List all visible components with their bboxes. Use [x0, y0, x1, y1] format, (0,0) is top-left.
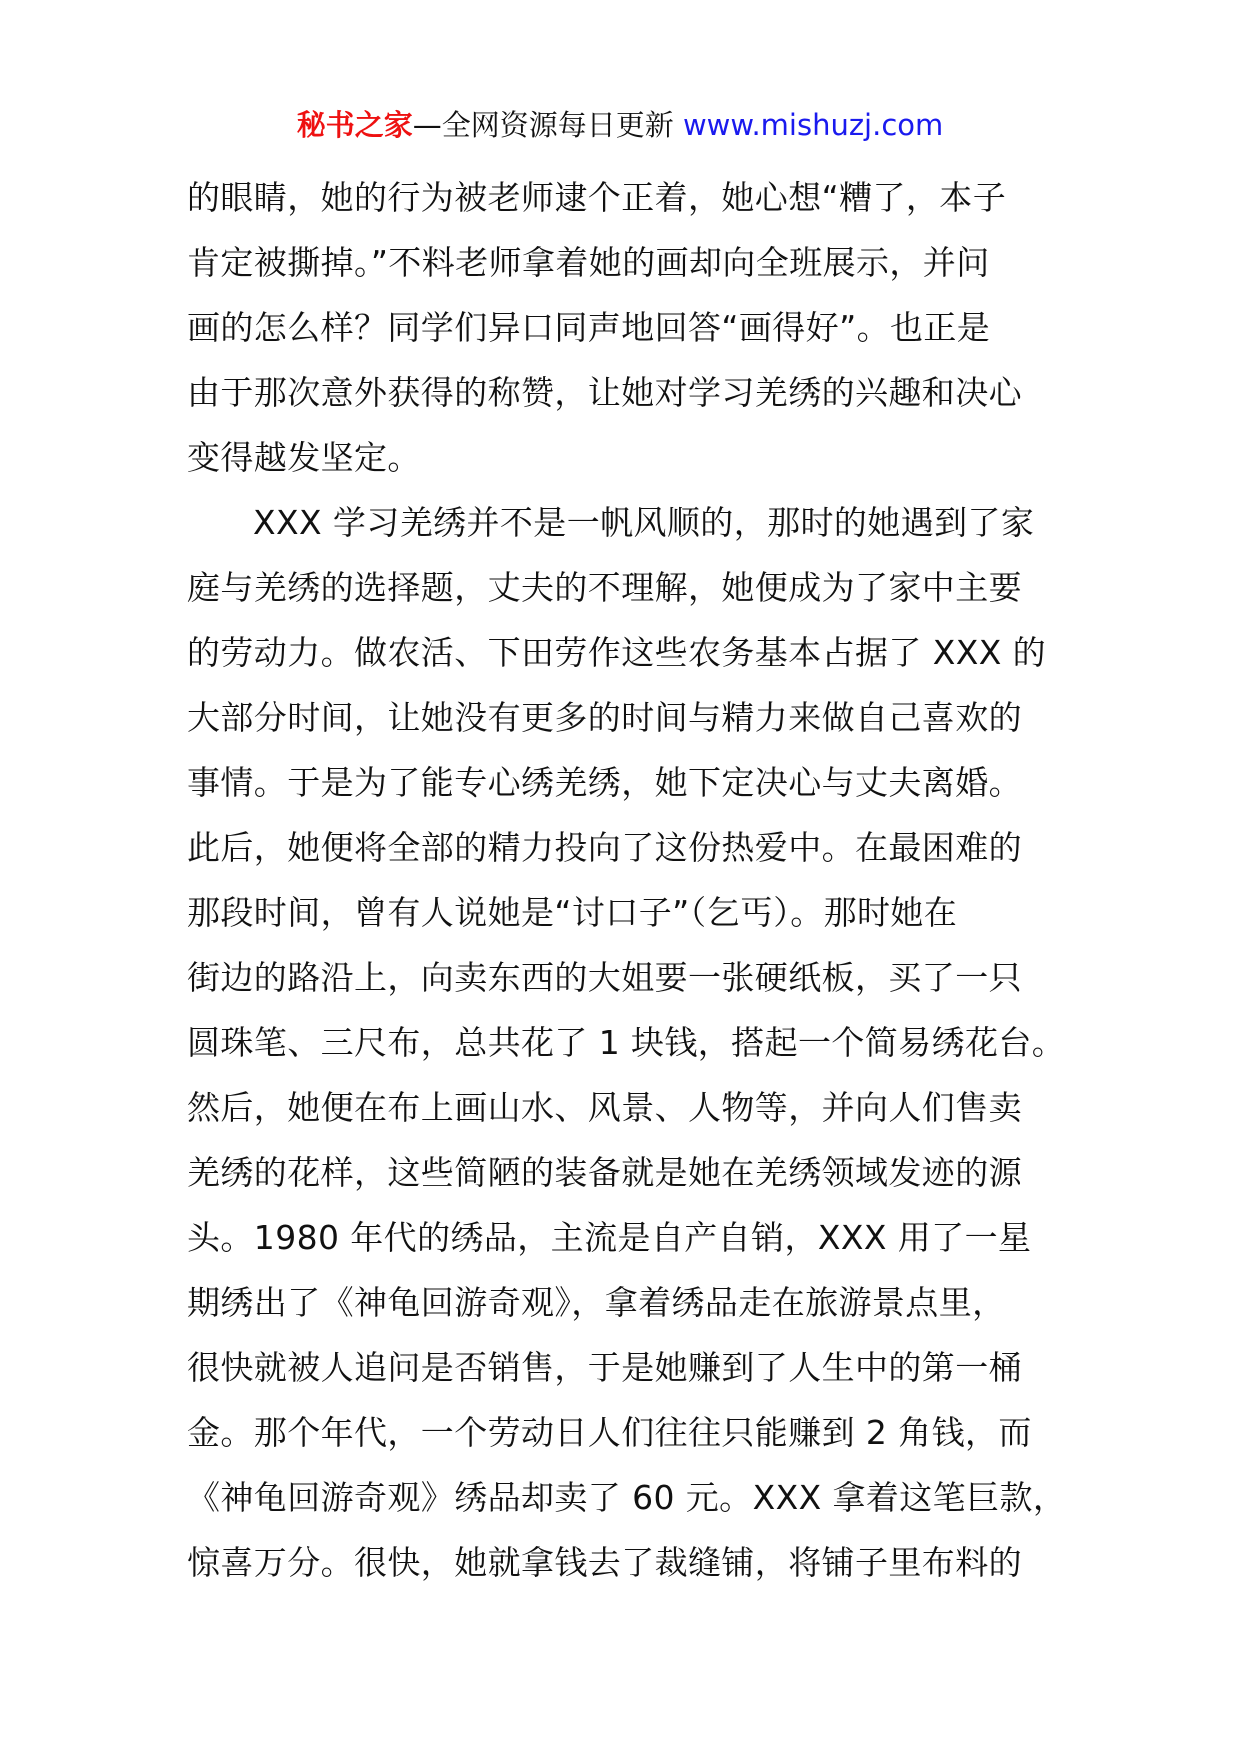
text-line: 事情。于是为了能专心绣羌绣，她下定决心与丈夫离婚。: [187, 763, 1022, 802]
text-line: 金。那个年代，一个劳动日人们往往只能赚到 2 角钱，而: [187, 1413, 1032, 1452]
header-brand: 秘书之家: [296, 108, 413, 142]
text-line: 肯定被撕掉。”不料老师拿着她的画却向全班展示，并问: [187, 243, 990, 282]
text-line: 期绣出了《神龟回游奇观》，拿着绣品走在旅游景点里，: [187, 1283, 1006, 1322]
text-line: 头。1980 年代的绣品，主流是自产自销，XXX 用了一星: [187, 1218, 1032, 1257]
text-line: 街边的路沿上，向卖东西的大姐要一张硬纸板，买了一只: [187, 958, 1022, 997]
text-line: 惊喜万分。很快，她就拿钱去了裁缝铺，将铺子里布料的: [187, 1543, 1022, 1582]
text-line: 的眼睛，她的行为被老师逮个正着，她心想“糟了，本子: [187, 178, 1007, 217]
text-line: 画的怎么样？同学们异口同声地回答“画得好”。也正是: [187, 308, 991, 347]
text-line: 很快就被人追问是否销售，于是她赚到了人生中的第一桶: [187, 1348, 1022, 1387]
text-line: 大部分时间，让她没有更多的时间与精力来做自己喜欢的: [187, 698, 1022, 737]
header-site-link[interactable]: www.mishuzj.com: [682, 108, 944, 142]
text-line: 《神龟回游奇观》绣品却卖了 60 元。XXX 拿着这笔巨款，: [187, 1478, 1067, 1517]
text-line: 此后，她便将全部的精力投向了这份热爱中。在最困难的: [187, 828, 1022, 867]
text-line: 的劳动力。做农活、下田劳作这些农务基本占据了 XXX 的: [187, 633, 1047, 672]
page-header: [0, 103, 1240, 147]
text-line: 由于那次意外获得的称赞，让她对学习羌绣的兴趣和决心: [187, 373, 1022, 412]
text-line: 圆珠笔、三尺布，总共花了 1 块钱，搭起一个简易绣花台。: [187, 1023, 1066, 1062]
text-line: 然后，她便在布上画山水、风景、人物等，并向人们售卖: [187, 1088, 1022, 1127]
document-body: [187, 165, 1067, 1595]
header-slogan: —全网资源每日更新: [412, 108, 674, 142]
text-line: 庭与羌绣的选择题，丈夫的不理解，她便成为了家中主要: [187, 568, 1022, 607]
text-line: 那段时间，曾有人说她是“讨口子”（乞丐）。那时她在: [187, 893, 958, 932]
paragraph-1: [187, 165, 1057, 490]
text-line: XXX 学习羌绣并不是一帆风顺的，那时的她遇到了家: [253, 503, 1035, 542]
text-line: 变得越发坚定。: [187, 438, 421, 477]
text-line: 羌绣的花样，这些简陋的装备就是她在羌绣领域发迹的源: [187, 1153, 1022, 1192]
paragraph-2: [187, 490, 1067, 1595]
